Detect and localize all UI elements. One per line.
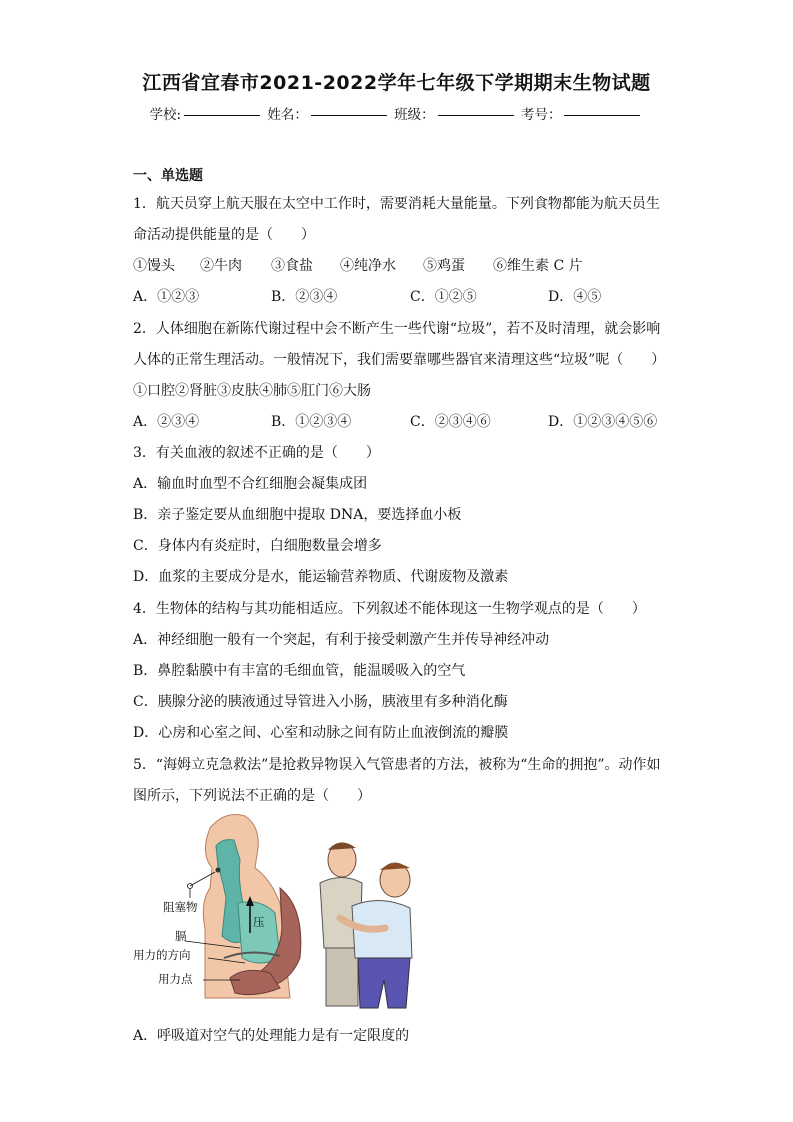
q3-option-d[interactable]: D．血浆的主要成分是水，能运输营养物质、代谢废物及激素 — [133, 569, 509, 585]
label-diaphragm: 膈 — [175, 929, 187, 943]
q1-item: ⑤鸡蛋 — [423, 258, 465, 274]
q5-stem-line1: 5．“海姆立克急救法”是抢救异物误入气管患者的方法，被称为“生命的拥抱”。动作如 — [133, 757, 661, 773]
class-label: 班级： — [394, 107, 435, 123]
q2-option-c[interactable]: C．②③④⑥ — [410, 414, 491, 430]
label-obstruction: 阻塞物 — [163, 900, 198, 914]
q2-stem-line1: 2．人体细胞在新陈代谢过程中会不断产生一些代谢“垃圾”，若不及时清理，就会影响 — [133, 321, 661, 337]
q1-item: ①馒头 — [133, 258, 175, 274]
q1-option-b[interactable]: B．②③④ — [271, 289, 338, 305]
name-blank[interactable] — [311, 115, 387, 116]
q2-stem-line2: 人体的正常生理活动。一般情况下，我们需要靠哪些器官来清理这些“垃圾”呢（ ） — [133, 352, 666, 368]
q1-option-a[interactable]: A．①②③ — [133, 289, 200, 305]
q4-option-a[interactable]: A．神经细胞一般有一个突起，有利于接受刺激产生并传导神经冲动 — [133, 632, 550, 648]
label-force-point: 用力点 — [158, 972, 193, 986]
school-label: 学校: — [149, 107, 182, 123]
q2-option-a[interactable]: A．②③④ — [133, 414, 200, 430]
q1-stem-line1: 1．航天员穿上航天服在太空中工作时，需要消耗大量能量。下列食物都能为航天员生 — [133, 196, 660, 212]
q1-item: ④纯净水 — [340, 258, 396, 274]
q1-item: ⑥维生素 C 片 — [493, 258, 583, 274]
q1-stem-line2: 命活动提供能量的是（ ） — [133, 227, 315, 243]
q2-option-b[interactable]: B．①②③④ — [271, 414, 352, 430]
q1-option-d[interactable]: D．④⑤ — [548, 289, 602, 305]
rescue-illustration — [320, 842, 412, 1008]
anatomy-illustration — [185, 815, 301, 999]
q3-stem: 3．有关血液的叙述不正确的是（ ） — [133, 445, 380, 461]
q5-option-a[interactable]: A．呼吸道对空气的处理能力是有一定限度的 — [133, 1028, 410, 1044]
q2-option-d[interactable]: D．①②③④⑤⑥ — [548, 414, 658, 430]
label-force-direction: 用力的方向 — [133, 948, 191, 962]
q1-option-c[interactable]: C．①②⑤ — [410, 289, 477, 305]
q4-option-c[interactable]: C．胰腺分泌的胰液通过导管进入小肠，胰液里有多种消化酶 — [133, 694, 508, 710]
section-heading: 一、单选题 — [133, 168, 203, 184]
q1-item: ②牛肉 — [200, 258, 242, 274]
q1-item: ③食盐 — [271, 258, 313, 274]
q3-option-c[interactable]: C．身体内有炎症时，白细胞数量会增多 — [133, 538, 382, 554]
page-title: 江西省宜春市2021-2022学年七年级下学期期末生物试题 — [142, 72, 651, 94]
label-pressure: 压 — [253, 915, 265, 929]
q4-stem: 4．生物体的结构与其功能相适应。下列叙述不能体现这一生物学观点的是（ ） — [133, 601, 646, 617]
school-blank[interactable] — [184, 115, 260, 116]
q4-option-d[interactable]: D．心房和心室之间、心室和动脉之间有防止血液倒流的瓣膜 — [133, 725, 509, 741]
q5-stem-line2: 图所示，下列说法不正确的是（ ） — [133, 788, 371, 804]
class-blank[interactable] — [438, 115, 514, 116]
number-blank[interactable] — [564, 115, 640, 116]
heimlich-figure — [130, 808, 430, 1013]
q4-option-b[interactable]: B．鼻腔黏膜中有丰富的毛细血管，能温暖吸入的空气 — [133, 663, 466, 679]
q3-option-b[interactable]: B．亲子鉴定要从血细胞中提取 DNA，要选择血小板 — [133, 507, 462, 523]
q2-stem-line3: ①口腔②肾脏③皮肤④肺⑤肛门⑥大肠 — [133, 383, 371, 399]
student-info-line — [0, 103, 793, 123]
name-label: 姓名： — [267, 107, 308, 123]
number-label: 考号： — [520, 107, 562, 123]
q3-option-a[interactable]: A．输血时血型不合红细胞会凝集成团 — [133, 476, 368, 492]
